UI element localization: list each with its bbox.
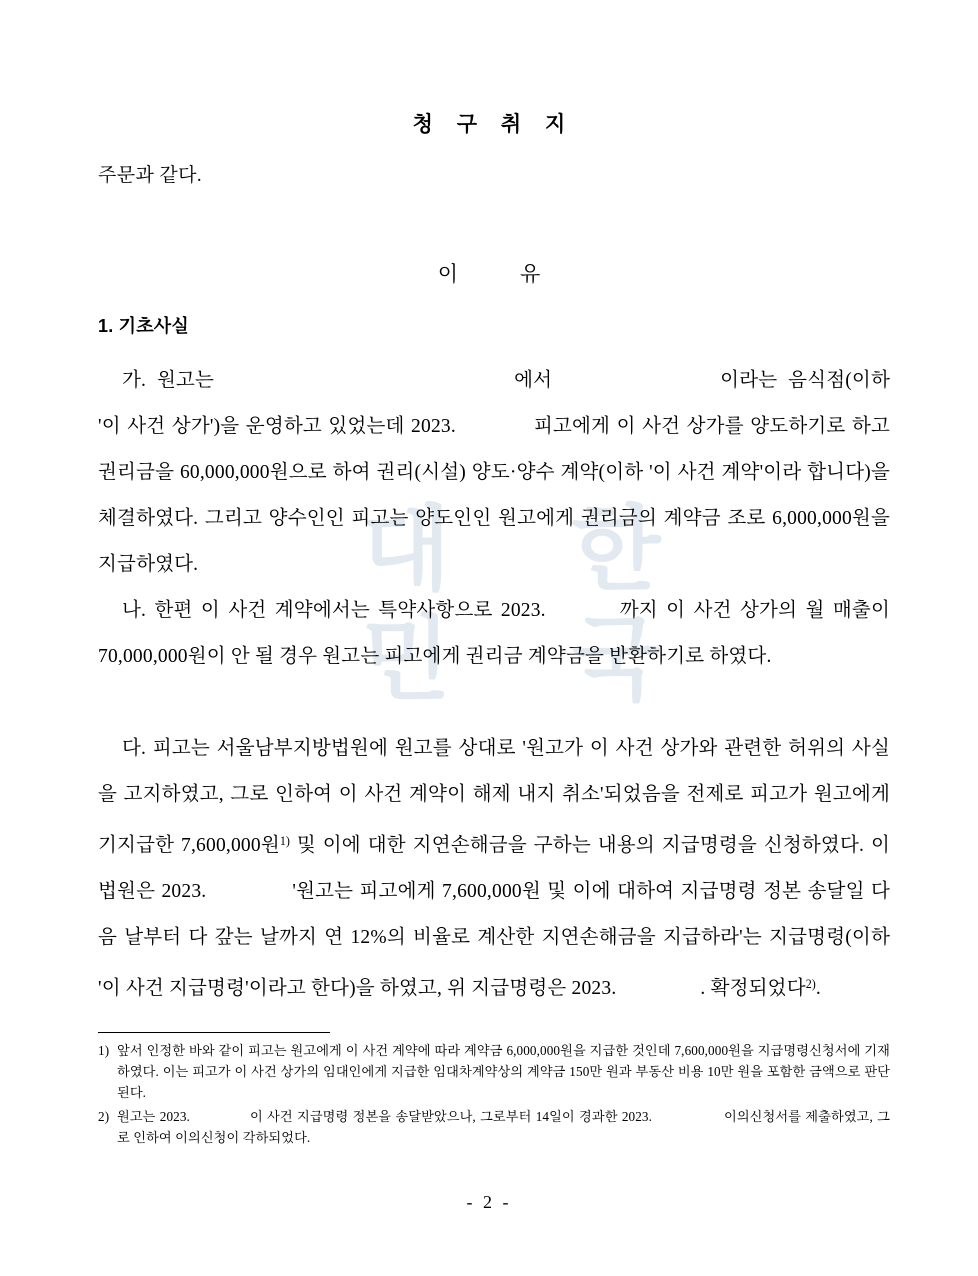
- redaction-gap-date-1: [456, 413, 534, 433]
- redaction-gap-business-name: [552, 367, 720, 387]
- paragraph-da-marker: 다.: [122, 738, 147, 759]
- footnote-ref-2[interactable]: 2): [805, 977, 816, 992]
- footnote-area: [98, 1032, 890, 1151]
- reason-title-char-left: 이: [437, 263, 458, 286]
- page-number: - 2 -: [466, 1192, 512, 1212]
- redaction-gap-date-4: [616, 975, 700, 995]
- paragraph-ga-seg-1: 원고는: [156, 370, 215, 391]
- claim-body-text: 주문과 같다.: [98, 165, 203, 186]
- footnote-1-text: 앞서 인정한 바와 같이 피고는 원고에게 이 사건 계약에 따라 계약금 6,000,000원을 지급한 것인데 7,600,000원을 지급명령신청서에 기재하였다. 이는 피고가 이 사건 상가의 임대인에게 지급한 임대차계약상의 계약금 150만 원과 부동산 비용 10만 원을 포함한 금액으로 판단된다.: [117, 1043, 890, 1100]
- watermark-char-1: 대: [361, 499, 449, 601]
- reason-section-title: [0, 258, 978, 288]
- paragraph-ga: [98, 358, 890, 588]
- paragraph-da-seg-5: .: [815, 978, 821, 1000]
- paragraph-ga-seg-4: 피고에게 이 사건 상가를 양도하기로 하고 권리금을 60,000,000원으로 하여 권리(시설) 양도·양수 계약(이하 '이 사건 계약'이라 합니다)을 체결하였다. 그리고 양수인인 피고는 양도인인 원고에게 권리금의 계약금 조로 6,000,000원을 지급하였다.: [98, 416, 890, 575]
- footnote-separator-rule: [98, 1032, 330, 1033]
- paragraph-da-seg-3: '원고는 피고에게 7,600,000원 및 이에 대하여 지급명령 정본 송달일 다음 날부터 다 갚는 날까지 연 12%의 비율로 계산한 지연손해금을 지급하라'는 지급명령(이하 '이 사건 지급명령'이라고 한다)을 하였고, 위 지급명령은 2023.: [98, 881, 891, 1000]
- watermark-char-3: 민: [361, 609, 449, 711]
- paragraph-ga-seg-2: 에서: [514, 370, 553, 391]
- redaction-gap-date-3: [206, 878, 292, 898]
- paragraph-da: [98, 726, 890, 1012]
- paragraph-da-text: [98, 726, 890, 1012]
- footnote-2-seg-1: 원고는 2023.: [117, 1109, 190, 1124]
- reason-title-char-right: 유: [520, 263, 541, 286]
- footnote-1-marker: 1): [98, 1043, 110, 1058]
- paragraph-na-marker: 나.: [122, 600, 147, 621]
- paragraph-da-seg-2: 및 이에 대한 지연손해금을 구하는 내용의 지급명령을 신청하였다. 이 법원은 2023.: [98, 835, 891, 903]
- section-heading-1: 1. 기초사실: [98, 316, 189, 336]
- paragraph-ga-text: [98, 358, 890, 588]
- paragraph-da-seg-1: 피고는 서울남부지방법원에 원고를 상대로 '원고가 이 사건 상가와 관련한 허위의 사실을 고지하였고, 그로 인하여 이 사건 계약이 해제 내지 취소'되었음을 전제로 피고가 원고에게 기지급한 7,600,000원: [98, 738, 890, 857]
- footnote-2-marker: 2): [98, 1109, 110, 1124]
- footnote-item-2: [98, 1106, 890, 1148]
- footnote-ref-1[interactable]: 1): [279, 834, 290, 848]
- paragraph-na-seg-1: 한편 이 사건 계약에서는 특약사항으로 2023.: [154, 600, 546, 621]
- footnote-item-1: [98, 1040, 890, 1103]
- watermark-char-2: 한: [571, 499, 659, 601]
- footnote-2-seg-2: 이 사건 지급명령 정본을 송달받았으나, 그로부터 14일이 경과한 2023.: [249, 1109, 652, 1124]
- paragraph-na-text: [98, 588, 890, 680]
- paragraph-ga-seg-3: 이라는 음식점(이하 '이 사건 상가')을 운영하고 있었는데 2023.: [98, 370, 890, 437]
- paragraph-na: [98, 588, 890, 680]
- claim-section-title: 청 구 취 지: [412, 113, 575, 136]
- watermark-char-4: 국: [571, 609, 659, 711]
- redaction-gap-location: [214, 367, 514, 387]
- redaction-gap-date-2: [546, 597, 620, 617]
- footnote-2-seg-3: 이의신청서를 제출하였고, 그로 인하여 이의신청이 각하되었다.: [117, 1109, 890, 1145]
- paragraph-ga-marker: 가.: [122, 370, 147, 391]
- footnote-2-text: [117, 1106, 890, 1148]
- paragraph-na-seg-2: 까지 이 사건 상가의 월 매출이 70,000,000원이 안 될 경우 원고는 피고에게 권리금 계약금을 반환하기로 하였다.: [98, 600, 890, 667]
- paragraph-da-seg-4: . 확정되었다: [700, 978, 806, 1000]
